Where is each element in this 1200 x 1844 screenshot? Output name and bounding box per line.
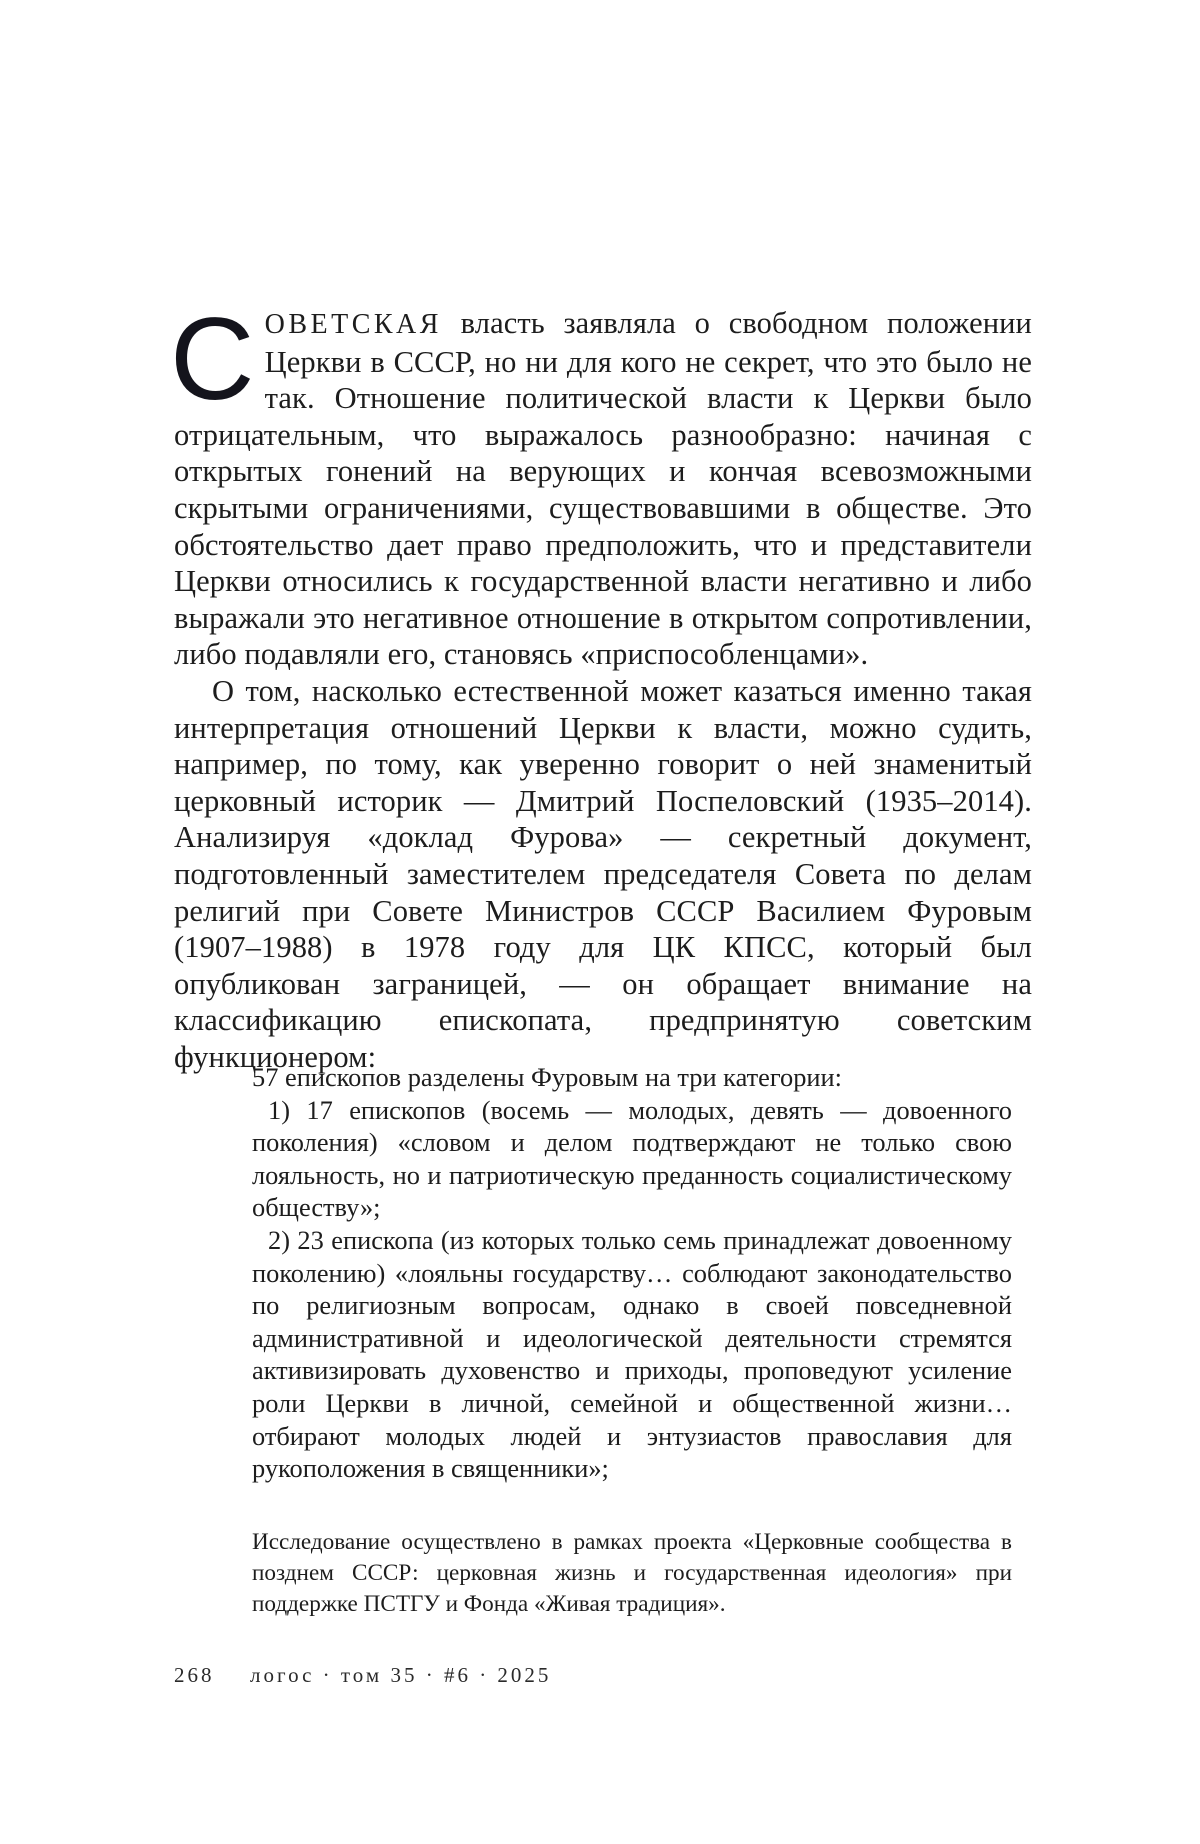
block-quote bbox=[252, 1061, 1012, 1485]
journal-running-title: логос · том 35 · #6 · 2025 bbox=[250, 1663, 552, 1687]
page-footer bbox=[174, 1663, 551, 1688]
paragraph-2: О том, насколько естественной может казаться именно такая интерпретация отношений Церкви к власти, можно судить, например, по тому, как уверенно говорит о ней знаменитый церковный историк — Дмитрий Поспеловский (1935–2014). Анализируя «доклад Фурова» — секретный документ, подготовленный заместителем председателя Совета по делам религий при Совете Министров СССР Василием Фуровым (1907–1988) в 1978 году для ЦК КПСС, который был опубликован заграницей, — он обращает внимание на классификацию епископата, предпринятую советским функционером: bbox=[174, 673, 1032, 1074]
quote-item-1: 1) 17 епископов (восемь — молодых, девять — довоенного поколения) «словом и делом подтверждают не только свою лояльность, но и патриотическую преданность социалистическому обществу»; bbox=[252, 1094, 1012, 1223]
paragraph-1-text: власть заявляла о свободном положении Церкви в СССР, но ни для кого не секрет, что это было не так. Отношение политической власти к Церкви было отрицательным, что выражалось разнообразно: начиная с открытых гонений на верующих и кончая всевозможными скрытыми ограничениями, существовавшими в обществе. Это обстоятельство дает право предположить, что и представители Церкви относились к государственной власти негативно и либо выражали это негативное отношение в открытом сопротивлении, либо подавляли его, становясь «приспособленцами». bbox=[174, 306, 1032, 672]
footnote: Исследование осуществлено в рамках проекта «Церковные сообщества в позднем СССР: церковная жизнь и государственная идеология» при поддержке ПСТГУ и Фонда «Живая традиция». bbox=[252, 1529, 1012, 1617]
lead-in-caps: ОВЕТСКАЯ bbox=[264, 309, 442, 340]
article-body bbox=[170, 293, 1032, 1075]
quote-item-2: 2) 23 епископа (из которых только семь принадлежат довоенному поколению) «лояльны государству… соблюдают законодательство по религиозным вопросам, однако в своей повседневной административной и идеологической деятельности стремятся активизировать духовенство и приходы, проповедуют усиление роли Церкви в личной, семейной и общественной жизни… отбирают молодых людей и энтузиастов православия для рукоположения в священники»; bbox=[252, 1224, 1012, 1484]
paragraph-1 bbox=[170, 293, 1032, 673]
quote-intro: 57 епископов разделены Фуровым на три категории: bbox=[252, 1062, 843, 1092]
page-number: 268 bbox=[174, 1663, 215, 1687]
drop-cap: С bbox=[170, 293, 255, 424]
